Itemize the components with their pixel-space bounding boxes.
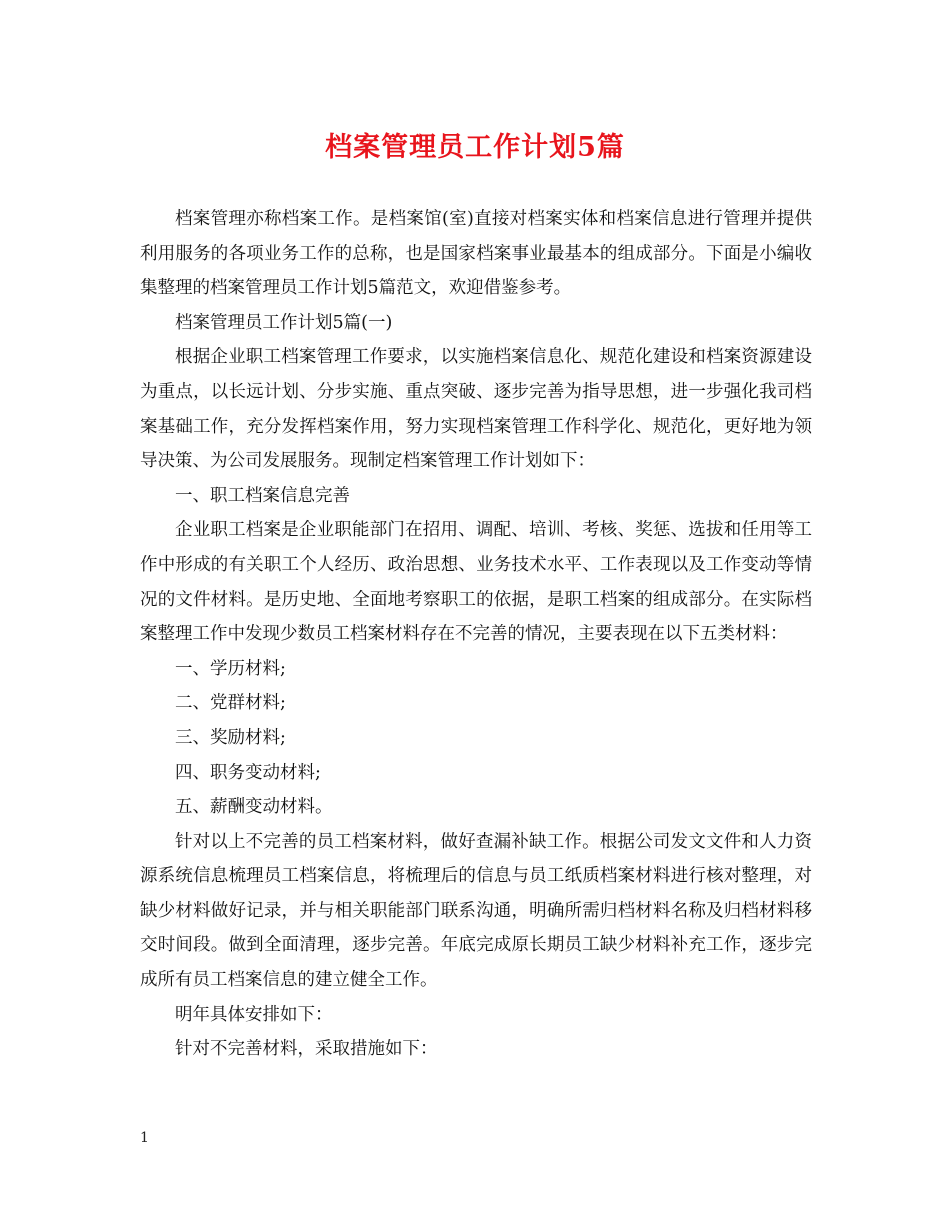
body-paragraph: 根据企业职工档案管理工作要求，以实施档案信息化、规范化建设和档案资源建设为重点，以长远计划、分步实施、重点突破、逐步完善为指导思想，进一步强化我司档案基础工作，充分发挥档案作用，努力实现档案管理工作科学化、规范化，更好地为领导决策、为公司发展服务。现制定档案管理工作计划如下： bbox=[140, 347, 812, 472]
list-item: 五、薪酬变动材料。 bbox=[175, 797, 333, 818]
body-paragraph: 企业职工档案是企业职能部门在招用、调配、培训、考核、奖惩、选拔和任用等工作中形成的有关职工个人经历、政治思想、业务技术水平、工作表现以及工作变动等情况的文件材料。是历史地、全面地考察职工的依据，是职工档案的组成部分。在实际档案整理工作中发现少数员工档案材料存在不完善的情况，主要表现在以下五类材料： bbox=[140, 520, 812, 645]
page-number: 1 bbox=[140, 1130, 149, 1146]
list-item: 二、党群材料; bbox=[175, 693, 286, 714]
body-paragraph: 针对不完善材料，采取措施如下： bbox=[175, 1039, 438, 1060]
document-body bbox=[140, 202, 812, 1067]
list-item: 一、学历材料; bbox=[175, 658, 286, 679]
section-heading-plan-one: 档案管理员工作计划5篇(一) bbox=[175, 312, 393, 333]
body-paragraph: 针对以上不完善的员工档案材料，做好查漏补缺工作。根据公司发文文件和人力资源系统信息梳理员工档案信息，将梳理后的信息与员工纸质档案材料进行核对整理，对缺少材料做好记录，并与相关职能部门联系沟通，明确所需归档材料名称及归档材料移交时间段。做到全面清理，逐步完善。年底完成原长期员工缺少材料补充工作，逐步完成所有员工档案信息的建立健全工作。 bbox=[140, 831, 812, 991]
list-item: 三、奖励材料; bbox=[175, 727, 286, 748]
section-heading-archive-info: 一、职工档案信息完善 bbox=[175, 485, 350, 506]
body-paragraph: 明年具体安排如下： bbox=[175, 1004, 333, 1025]
document-title: 档案管理员工作计划5篇 bbox=[325, 132, 625, 163]
intro-paragraph: 档案管理亦称档案工作。是档案馆(室)直接对档案实体和档案信息进行管理并提供利用服务的各项业务工作的总称，也是国家档案事业最基本的组成部分。下面是小编收集整理的档案管理员工作计划5篇范文，欢迎借鉴参考。 bbox=[140, 209, 812, 299]
list-item: 四、职务变动材料; bbox=[175, 762, 321, 783]
